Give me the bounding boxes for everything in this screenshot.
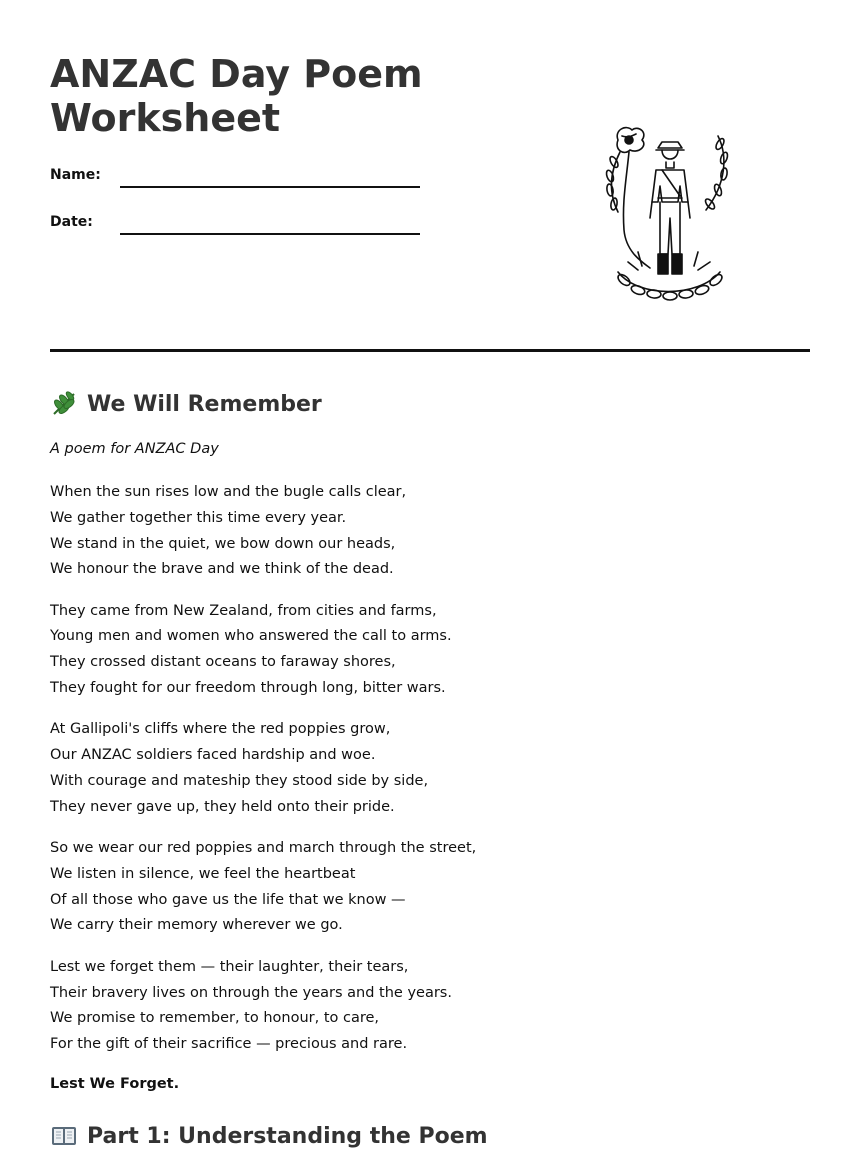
poem-line: For the gift of their sacrifice — precious and rare. — [50, 1036, 408, 1053]
poem-subtitle: A poem for ANZAC Day — [50, 441, 219, 457]
date-write-line[interactable] — [120, 233, 420, 235]
poem-line: We stand in the quiet, we bow down our heads, — [50, 535, 396, 552]
poem-line: They fought for our freedom through long, bitter wars. — [50, 680, 446, 697]
poem-stanza — [50, 480, 650, 583]
poem-line: Our ANZAC soldiers faced hardship and woe. — [50, 747, 376, 764]
poem-line: We gather together this time every year. — [50, 509, 347, 526]
page-title: ANZAC Day Poem Worksheet — [50, 52, 423, 140]
poem-closing: Lest We Forget. — [50, 1076, 180, 1092]
poem-line: Of all those who gave us the life that we know — — [50, 891, 406, 908]
poem-line: They never gave up, they held onto their pride. — [50, 798, 395, 815]
poem-line: We honour the brave and we think of the dead. — [50, 561, 394, 578]
poem-line: Young men and women who answered the call to arms. — [50, 628, 452, 645]
soldier-with-poppy-and-laurel-icon — [598, 122, 738, 308]
poem-stanza — [50, 717, 650, 820]
herb-leaf-icon — [50, 390, 78, 418]
poem-line: We listen in silence, we feel the heartbeat — [50, 865, 356, 882]
date-field — [50, 214, 420, 244]
poem-line: They came from New Zealand, from cities and farms, — [50, 602, 437, 619]
name-field — [50, 167, 420, 197]
poem-stanza — [50, 836, 650, 939]
poem-heading — [50, 390, 322, 418]
poem-line: Lest we forget them — their laughter, their tears, — [50, 958, 409, 975]
poem-line: They crossed distant oceans to faraway shores, — [50, 654, 396, 671]
poem-line: At Gallipoli's cliffs where the red poppies grow, — [50, 721, 391, 738]
part1-heading — [50, 1122, 488, 1150]
poem-line: With courage and mateship they stood side by side, — [50, 772, 429, 789]
poem-stanza — [50, 599, 650, 702]
name-label: Name: — [50, 167, 101, 183]
open-book-icon — [50, 1122, 78, 1150]
poem-body — [50, 480, 650, 1073]
poem-line: So we wear our red poppies and march through the street, — [50, 840, 477, 857]
poem-line: Their bravery lives on through the years and the years. — [50, 984, 452, 1001]
poem-line: We promise to remember, to honour, to care, — [50, 1010, 380, 1027]
date-label: Date: — [50, 214, 93, 230]
poem-line: We carry their memory wherever we go. — [50, 917, 343, 934]
name-write-line[interactable] — [120, 186, 420, 188]
part1-heading-text: Part 1: Understanding the Poem — [87, 1123, 488, 1149]
poem-stanza — [50, 955, 650, 1058]
poem-heading-text: We Will Remember — [87, 391, 322, 417]
section-divider — [50, 349, 810, 352]
poem-line: When the sun rises low and the bugle calls clear, — [50, 484, 407, 500]
